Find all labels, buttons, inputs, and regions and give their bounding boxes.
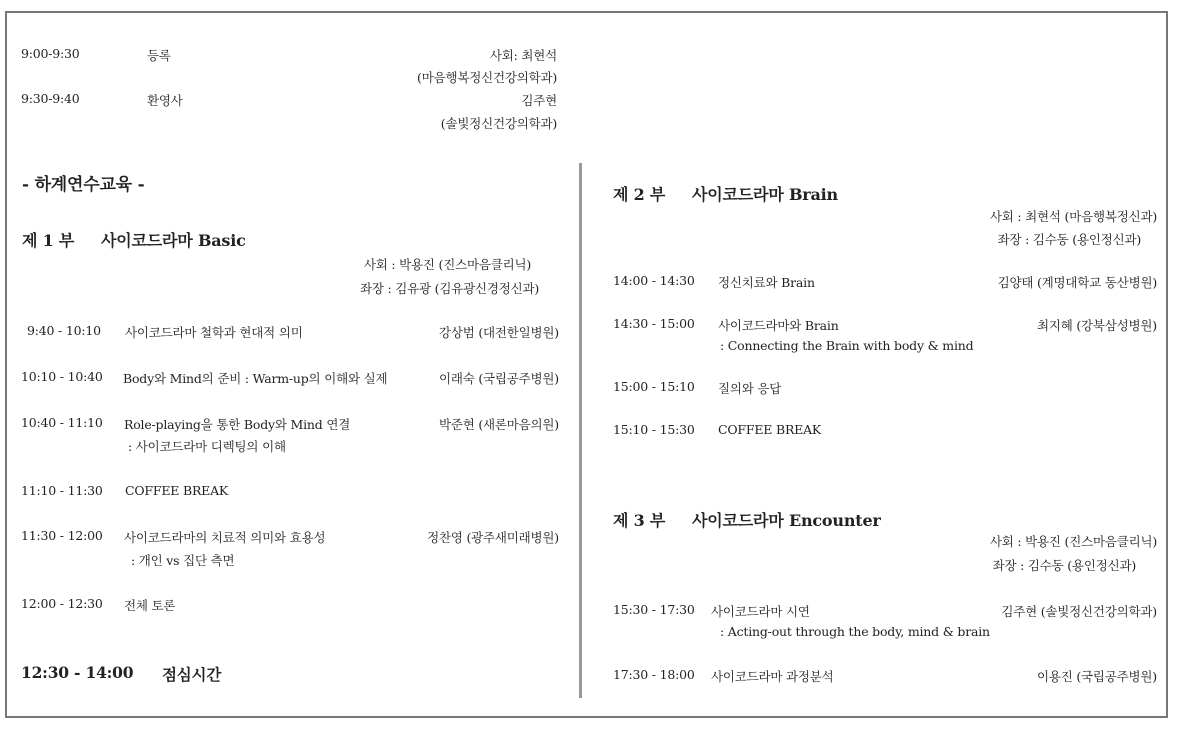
part2-seat: 좌장 : 김수동 (용인정신과) bbox=[997, 232, 1141, 247]
opening-speaker-1: 사회: 최현석 bbox=[489, 48, 557, 63]
part3-chair: 사회 : 박용진 (진스마음클리닉) bbox=[989, 534, 1157, 549]
part3-seat: 좌장 : 김수동 (용인정신과) bbox=[992, 558, 1136, 573]
p1-time: 11:30 - 12:00 bbox=[21, 528, 103, 543]
part1-chair: 사회 : 박용진 (진스마음클리닉) bbox=[363, 257, 531, 272]
p1-title: 사이코드라마의 치료적 의미와 효용성 bbox=[124, 530, 326, 545]
part2-title: 제 2 부 사이코드라마 Brain bbox=[613, 185, 838, 204]
p3-speaker: 김주현 (솔빛정신건강의학과) bbox=[1001, 604, 1157, 619]
p2-title: 질의와 응답 bbox=[718, 381, 782, 396]
p3-time: 15:30 - 17:30 bbox=[613, 602, 695, 617]
p1-speaker: 강상범 (대전한일병원) bbox=[438, 325, 559, 340]
opening-title-2: 환영사 bbox=[147, 93, 183, 108]
p2-title: 사이코드라마와 Brain bbox=[718, 318, 839, 333]
p3-speaker: 이용진 (국립공주병원) bbox=[1036, 669, 1157, 684]
opening-affiliation-1: (마음행복정신건강의학과) bbox=[417, 70, 557, 85]
lunch-time: 12:30 - 14:00 bbox=[21, 663, 134, 682]
part3-title: 제 3 부 사이코드라마 Encounter bbox=[613, 511, 881, 530]
p1-subtitle: : 사이코드라마 디렉팅의 이해 bbox=[128, 439, 286, 454]
opening-affiliation-2: (솔빛정신건강의학과) bbox=[440, 116, 557, 131]
p1-speaker: 박준현 (새론마음의원) bbox=[438, 417, 559, 432]
p2-speaker: 김양태 (계명대학교 동산병원) bbox=[997, 275, 1157, 290]
p1-title: COFFEE BREAK bbox=[125, 483, 229, 498]
part1-seat: 좌장 : 김유광 (김유광신경정신과) bbox=[359, 281, 539, 296]
p1-time: 10:10 - 10:40 bbox=[21, 369, 103, 384]
column-divider bbox=[579, 163, 582, 698]
p1-time: 12:00 - 12:30 bbox=[21, 596, 103, 611]
p2-title: 정신치료와 Brain bbox=[718, 275, 815, 290]
p3-subtitle: : Acting-out through the body, mind & brain bbox=[720, 624, 990, 639]
p2-subtitle: : Connecting the Brain with body & mind bbox=[720, 338, 974, 353]
p1-time: 11:10 - 11:30 bbox=[21, 483, 103, 498]
p3-title: 사이코드라마 시연 bbox=[711, 604, 810, 619]
p3-title: 사이코드라마 과정분석 bbox=[711, 669, 834, 684]
p1-title: Role-playing을 통한 Body와 Mind 연결 bbox=[124, 417, 351, 432]
p2-time: 15:10 - 15:30 bbox=[613, 422, 695, 437]
opening-time-2: 9:30-9:40 bbox=[21, 91, 80, 106]
opening-title-1: 등록 bbox=[147, 48, 171, 63]
p1-speaker: 이래숙 (국립공주병원) bbox=[438, 371, 559, 386]
p2-speaker: 최지혜 (강북삼성병원) bbox=[1036, 318, 1157, 333]
p1-subtitle: : 개인 vs 집단 측면 bbox=[131, 553, 235, 568]
p2-title: COFFEE BREAK bbox=[718, 422, 822, 437]
program-frame bbox=[5, 11, 1168, 718]
opening-time-1: 9:00-9:30 bbox=[21, 46, 80, 61]
p2-time: 15:00 - 15:10 bbox=[613, 379, 695, 394]
p1-title: 전체 토론 bbox=[124, 598, 176, 613]
p2-time: 14:30 - 15:00 bbox=[613, 316, 695, 331]
part2-chair: 사회 : 최현석 (마음행복정신과) bbox=[989, 209, 1157, 224]
p1-speaker: 정찬영 (광주새미래병원) bbox=[427, 530, 559, 545]
p1-title: Body와 Mind의 준비 : Warm-up의 이해와 실제 bbox=[123, 371, 388, 386]
p3-time: 17:30 - 18:00 bbox=[613, 667, 695, 682]
part1-title: 제 1 부 사이코드라마 Basic bbox=[22, 231, 246, 250]
p1-time: 9:40 - 10:10 bbox=[27, 323, 101, 338]
p2-time: 14:00 - 14:30 bbox=[613, 273, 695, 288]
opening-speaker-2: 김주현 bbox=[521, 93, 557, 108]
p1-title: 사이코드라마 철학과 현대적 의미 bbox=[125, 325, 303, 340]
main-heading: - 하계연수교육 - bbox=[22, 175, 145, 195]
lunch-title: 점심시간 bbox=[162, 665, 222, 684]
p1-time: 10:40 - 11:10 bbox=[21, 415, 103, 430]
